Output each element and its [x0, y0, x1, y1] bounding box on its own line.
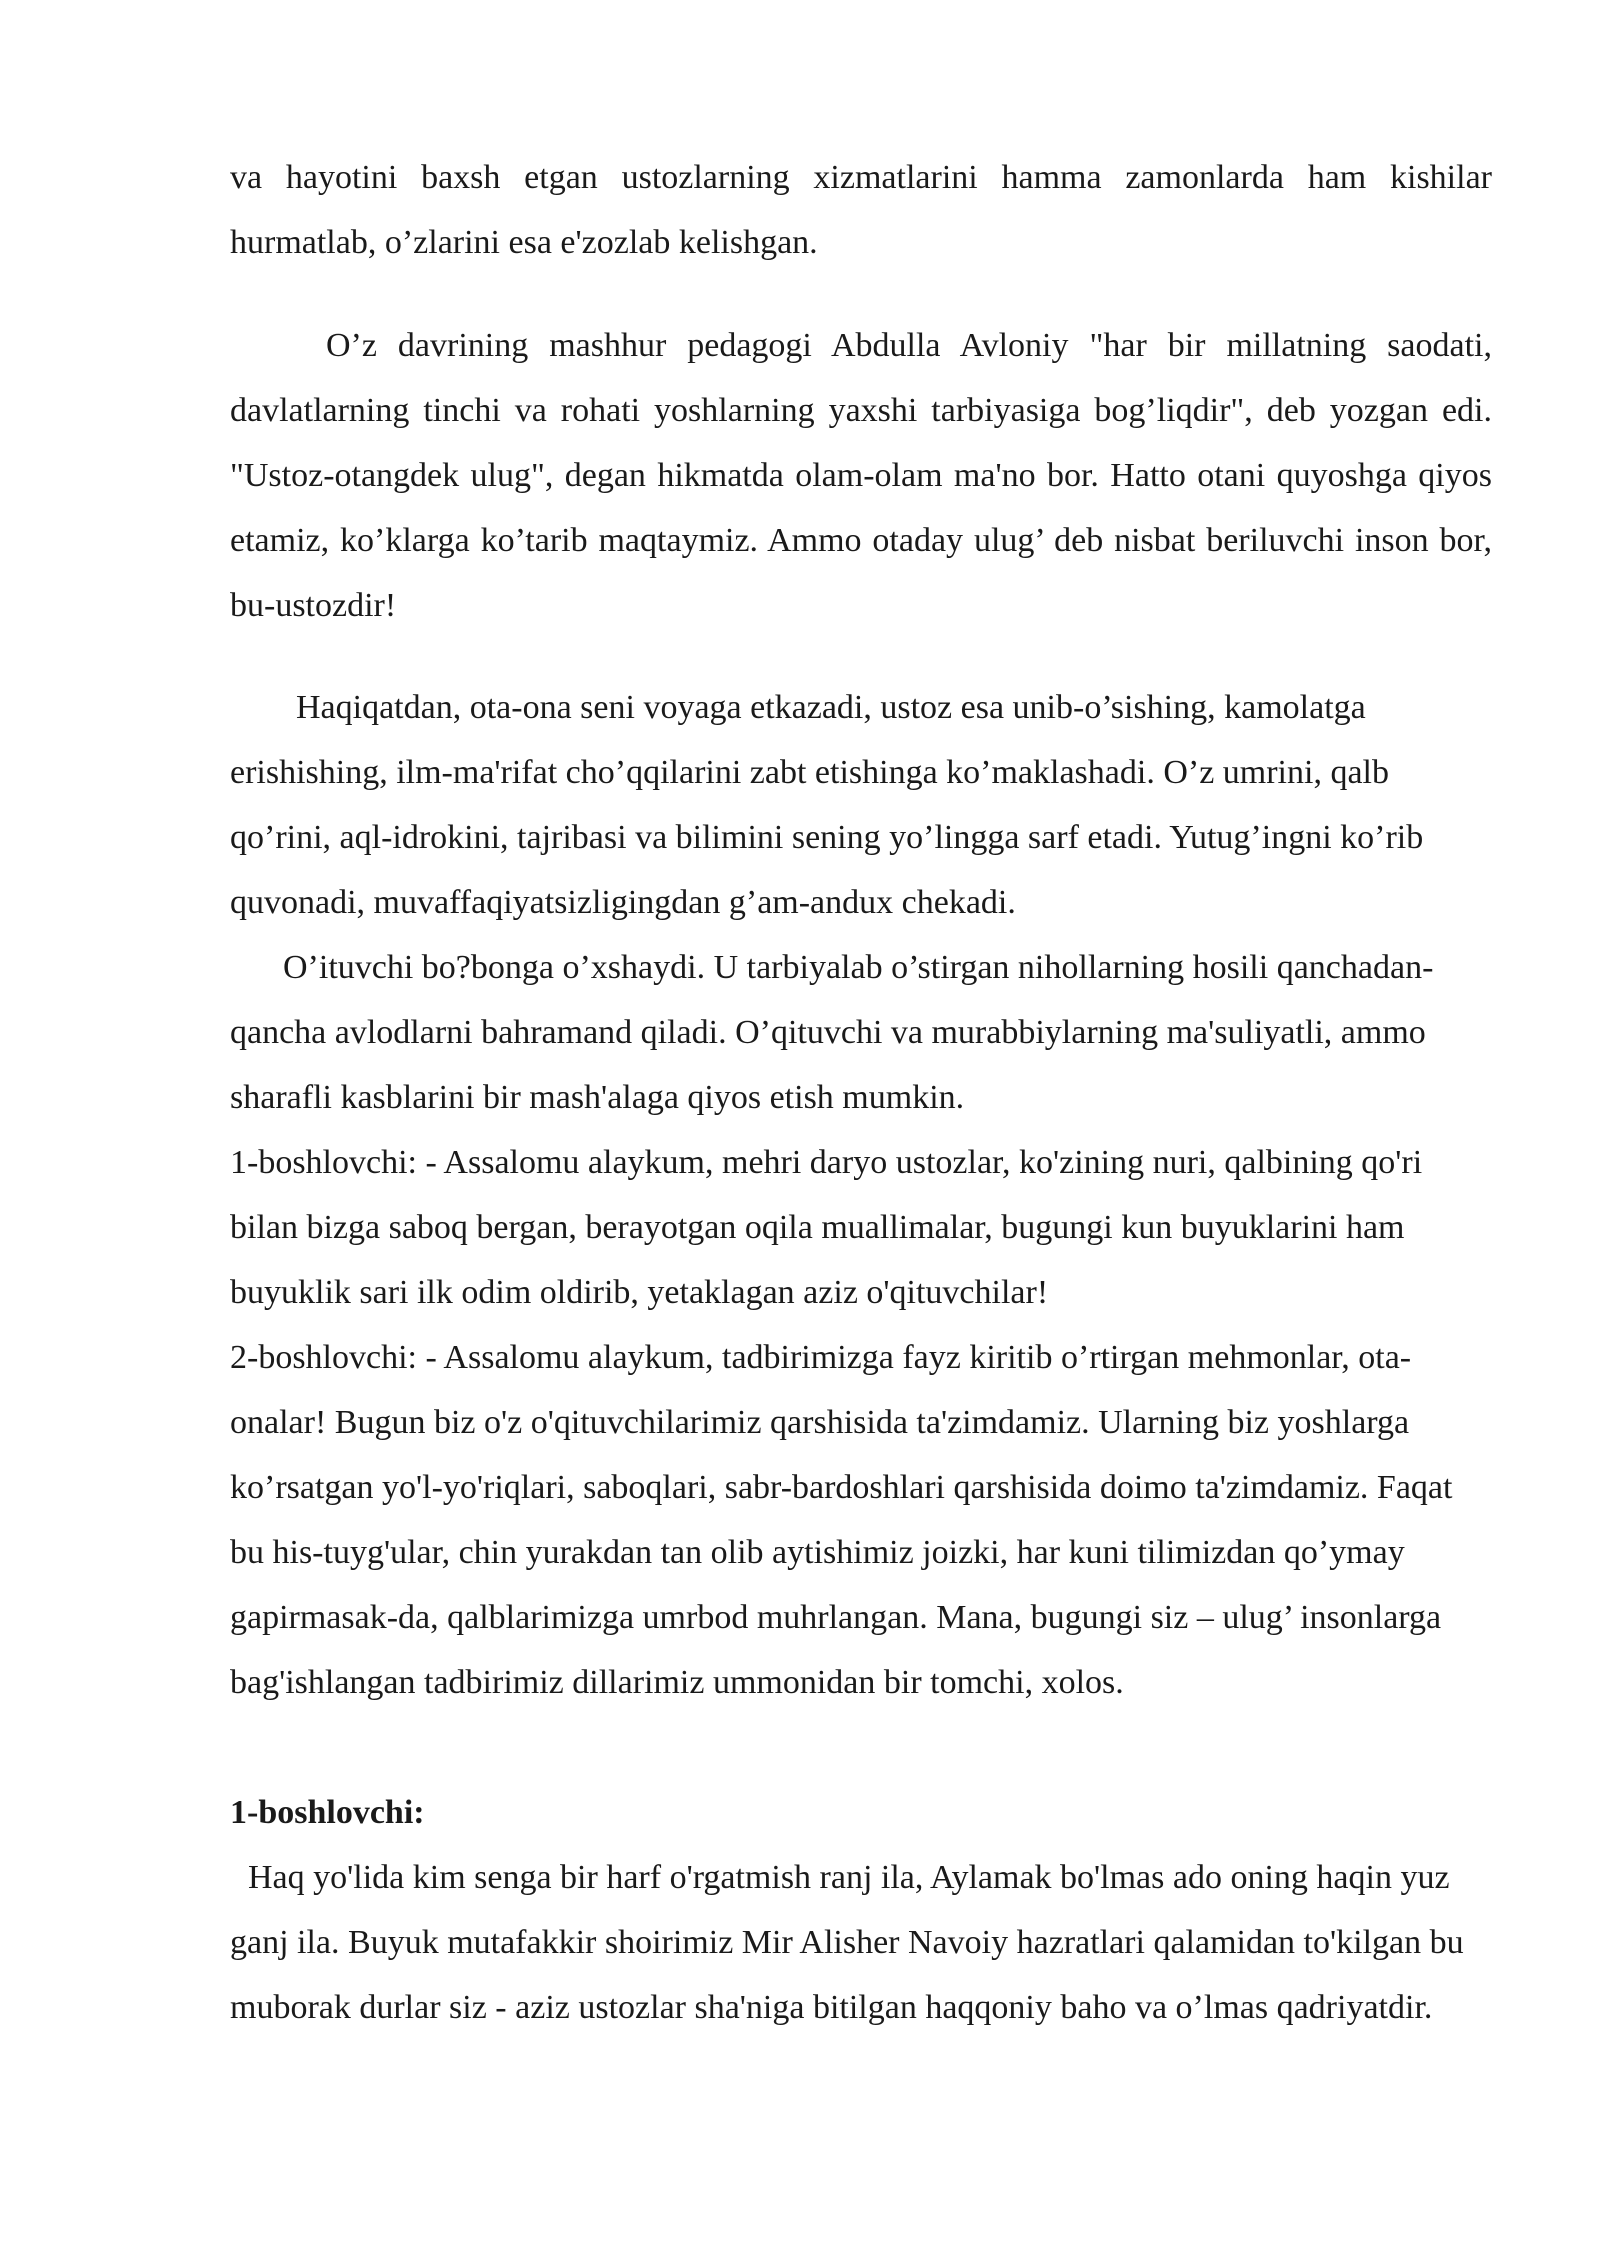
paragraph-avloniy-quote: O’z davrining mashhur pedagogi Abdulla Avloniy "har bir millatning saodati, davlatlarning tinchi va rohati yoshlarning yaxshi tarbiyasiga bog’liqdir", deb yozgan edi. "Ustoz-otangdek ulug", degan hikmatda olam-olam ma'no bor. Hatto otani quyoshga qiyos etamiz, ko’klarga ko’tarib maqtaymiz. Ammo otaday ulug’ deb nisbat beriluvchi inson bor, bu-ustozdir! — [230, 327, 1492, 624]
paragraph-teachers-respect: va hayotini baxsh etgan ustozlarning xizmatlarini hamma zamonlarda ham kishilar hurmatlab, o’zlarini esa e'zozlab kelishgan. — [230, 159, 1492, 261]
paragraph-navoiy-verse: Haq yo'lida kim senga bir harf o'rgatmish ranj ila, Aylamak bo'lmas ado oning haqin yuz ganj ila. Buyuk mutafakkir shoirimiz Mir Alisher Navoiy hazratlari qalamidan to'kilgan bu muborak durlar siz - aziz ustozlar sha'niga bitilgan haqqoniy baho va o’lmas qadriyatdir. — [230, 1859, 1464, 2026]
paragraph-teacher-gardener: O’ituvchi bo?bonga o’xshaydi. U tarbiyalab o’stirgan nihollarning hosili qanchadan-qancha avlodlarni bahramand qiladi. O’qituvchi va murabbiylarning ma'suliyatli, ammo sharafli kasblarini bir mash'alaga qiyos etish mumkin. — [230, 949, 1434, 1116]
speaker-heading: 1-boshlovchi: — [230, 1794, 425, 1831]
paragraph-host1-greeting: 1-boshlovchi: - Assalomu alaykum, mehri daryo ustozlar, ko'zining nuri, qalbining qo'ri bilan bizga saboq bergan, berayotgan oqila muallimalar, bugungi kun buyuklarini ham buyuklik sari ilk odim oldirib, yetaklagan aziz o'qituvchilar! — [230, 1144, 1423, 1311]
paragraph-host2-greeting: 2-boshlovchi: - Assalomu alaykum, tadbirimizga fayz kiritib o’rtirgan mehmonlar, ota-onalar! Bugun biz o'z o'qituvchilarimiz qarshisida ta'zimdamiz. Ularning biz yoshlarga ko’rsatgan yo'l-yo'riqlari, saboqlari, sabr-bardoshlari qarshisida doimo ta'zimdamiz. Faqat bu his-tuyg'ular, chin yurakdan tan olib aytishimiz joizki, har kuni tilimizdan qo’ymay gapirmasak-da, qalblarimizga umrbod muhrlangan. Mana, bugungi siz – ulug’ insonlarga bag'ishlangan tadbirimiz dillarimiz ummonidan bir tomchi, xolos. — [230, 1339, 1453, 1701]
paragraph-parents-and-teacher: Haqiqatdan, ota-ona seni voyaga etkazadi, ustoz esa unib-o’sishing, kamolatga erishishing, ilm-ma'rifat cho’qqilarini zabt etishinga ko’maklashadi. O’z umrini, qalb qo’rini, aql-idrokini, tajribasi va bilimini sening yo’lingga sarf etadi. Yutug’ingni ko’rib quvonadi, muvaffaqiyatsizligingdan g’am-andux chekadi. — [230, 689, 1424, 921]
